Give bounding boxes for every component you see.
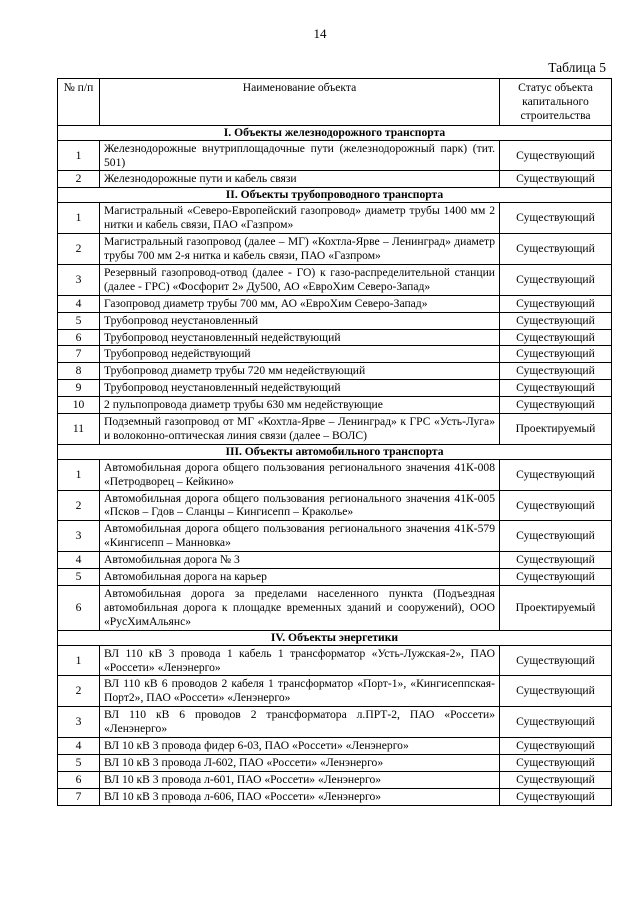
table-row: [58, 264, 612, 295]
table-row: [58, 788, 612, 805]
page-number: 14: [313, 26, 327, 41]
table-row: [58, 203, 612, 234]
row-number: 6: [58, 586, 100, 631]
row-number: 7: [58, 788, 100, 805]
table-row: [58, 771, 612, 788]
row-object-name: Железнодорожные пути и кабель связи: [100, 171, 500, 188]
row-status: Существующий: [500, 264, 612, 295]
row-number: 7: [58, 346, 100, 363]
row-status: Существующий: [500, 397, 612, 414]
table-row: [58, 397, 612, 414]
section-row: [58, 630, 612, 645]
row-status: Существующий: [500, 312, 612, 329]
table-row: [58, 295, 612, 312]
row-status: Существующий: [500, 203, 612, 234]
section-row: [58, 444, 612, 459]
row-number: 1: [58, 203, 100, 234]
row-object-name: Подземный газопровод от МГ «Кохтла-Ярве – Ленинград» к ГРС «Усть-Луга» и волоконно-оптическая линия связи (далее – ВОЛС): [100, 414, 500, 445]
row-number: 1: [58, 645, 100, 676]
row-number: 4: [58, 295, 100, 312]
table-row: [58, 171, 612, 188]
section-title: IV. Объекты энергетики: [58, 630, 612, 645]
section-row: [58, 125, 612, 140]
row-status: Существующий: [500, 459, 612, 490]
row-status: Существующий: [500, 771, 612, 788]
row-object-name: ВЛ 10 кВ 3 провода л-606, ПАО «Россети» «Ленэнерго»: [100, 788, 500, 805]
table-row: [58, 490, 612, 521]
row-object-name: Автомобильная дорога на карьер: [100, 569, 500, 586]
table-row: [58, 234, 612, 265]
table-caption: Таблица 5: [548, 60, 606, 75]
table-row: [58, 414, 612, 445]
row-number: 2: [58, 490, 100, 521]
table-row: [58, 312, 612, 329]
row-object-name: Магистральный газопровод (далее – МГ) «Кохтла-Ярве – Ленинград» диаметр трубы 700 мм 2-я нитка и кабель связи, ПАО «Газпром»: [100, 234, 500, 265]
row-number: 2: [58, 234, 100, 265]
row-number: 6: [58, 771, 100, 788]
row-object-name: Автомобильная дорога № 3: [100, 552, 500, 569]
row-status: Проектируемый: [500, 414, 612, 445]
row-object-name: ВЛ 10 кВ 3 провода л-601, ПАО «Россети» «Ленэнерго»: [100, 771, 500, 788]
row-status: Существующий: [500, 569, 612, 586]
row-number: 3: [58, 521, 100, 552]
section-title: III. Объекты автомобильного транспорта: [58, 444, 612, 459]
row-object-name: Резервный газопровод-отвод (далее - ГО) к газо-распределительной станции (далее - ГРС) «Фосфорит 2» Ду500, АО «ЕвроХим Северо-Запад»: [100, 264, 500, 295]
row-object-name: Автомобильная дорога общего пользования регионального значения 41К-005 «Псков – Гдов – Сланцы – Кингисепп – Краколье»: [100, 490, 500, 521]
table-row: [58, 569, 612, 586]
row-number: 10: [58, 397, 100, 414]
row-status: Существующий: [500, 521, 612, 552]
row-status: Существующий: [500, 295, 612, 312]
row-object-name: Трубопровод неустановленный: [100, 312, 500, 329]
table-row: [58, 346, 612, 363]
row-object-name: Автомобильная дорога общего пользования регионального значения 41К-008 «Петродворец – Кейкино»: [100, 459, 500, 490]
table-row: [58, 645, 612, 676]
table-row: [58, 140, 612, 171]
row-status: Существующий: [500, 738, 612, 755]
section-row: [58, 188, 612, 203]
section-title: I. Объекты железнодорожного транспорта: [58, 125, 612, 140]
row-object-name: ВЛ 110 кВ 3 провода 1 кабель 1 трансформатор «Усть-Лужская-2», ПАО «Россети» «Ленэнерго»: [100, 645, 500, 676]
row-status: Существующий: [500, 171, 612, 188]
row-number: 5: [58, 754, 100, 771]
row-status: Существующий: [500, 676, 612, 707]
section-title: II. Объекты трубопроводного транспорта: [58, 188, 612, 203]
row-object-name: Трубопровод неустановленный недействующий: [100, 329, 500, 346]
row-status: Существующий: [500, 346, 612, 363]
row-number: 4: [58, 552, 100, 569]
row-status: Существующий: [500, 645, 612, 676]
row-object-name: Железнодорожные внутриплощадочные пути (железнодорожный парк) (тит. 501): [100, 140, 500, 171]
row-status: Существующий: [500, 380, 612, 397]
row-number: 5: [58, 569, 100, 586]
row-status: Существующий: [500, 490, 612, 521]
row-status: Существующий: [500, 329, 612, 346]
row-status: Существующий: [500, 552, 612, 569]
row-object-name: Трубопровод недействующий: [100, 346, 500, 363]
header-status: Статус объекта капитального строительства: [500, 79, 612, 126]
row-object-name: ВЛ 10 кВ 3 провода Л-602, ПАО «Россети» «Ленэнерго»: [100, 754, 500, 771]
row-number: 3: [58, 707, 100, 738]
row-object-name: ВЛ 110 кВ 6 проводов 2 трансформатора л.ПРТ-2, ПАО «Россети» «Ленэнерго»: [100, 707, 500, 738]
row-status: Существующий: [500, 234, 612, 265]
row-object-name: Трубопровод диаметр трубы 720 мм недействующий: [100, 363, 500, 380]
row-number: 1: [58, 140, 100, 171]
table-row: [58, 459, 612, 490]
header-name: Наименование объекта: [100, 79, 500, 126]
row-number: 1: [58, 459, 100, 490]
row-number: 8: [58, 363, 100, 380]
row-status: Существующий: [500, 140, 612, 171]
table-row: [58, 363, 612, 380]
table-header-row: [58, 79, 612, 126]
table-row: [58, 552, 612, 569]
row-number: 6: [58, 329, 100, 346]
table-body: [58, 125, 612, 805]
row-number: 9: [58, 380, 100, 397]
row-number: 2: [58, 676, 100, 707]
header-num: № п/п: [58, 79, 100, 126]
row-object-name: ВЛ 110 кВ 6 проводов 2 кабеля 1 трансформатор «Порт-1», «Кингисеппская-Порт2», ПАО «Россети» «Ленэнерго»: [100, 676, 500, 707]
row-number: 3: [58, 264, 100, 295]
table-row: [58, 754, 612, 771]
row-object-name: Трубопровод неустановленный недействующий: [100, 380, 500, 397]
row-object-name: Автомобильная дорога за пределами населенного пункта (Подъездная автомобильная дорога к площадке временных зданий и сооружений), ООО «РусХимАльянс»: [100, 586, 500, 631]
table-row: [58, 676, 612, 707]
row-status: Проектируемый: [500, 586, 612, 631]
row-status: Существующий: [500, 788, 612, 805]
table-row: [58, 738, 612, 755]
row-status: Существующий: [500, 363, 612, 380]
row-status: Существующий: [500, 754, 612, 771]
row-number: 2: [58, 171, 100, 188]
row-object-name: Магистральный «Северо-Европейский газопровод» диаметр трубы 1400 мм 2 нитки и кабель связи, ПАО «Газпром»: [100, 203, 500, 234]
row-object-name: 2 пульпопровода диаметр трубы 630 мм недействующие: [100, 397, 500, 414]
objects-table: [57, 78, 612, 806]
row-object-name: Автомобильная дорога общего пользования регионального значения 41К-579 «Кингисепп – Манновка»: [100, 521, 500, 552]
table-row: [58, 380, 612, 397]
row-number: 4: [58, 738, 100, 755]
table-row: [58, 707, 612, 738]
row-object-name: Газопровод диаметр трубы 700 мм, АО «ЕвроХим Северо-Запад»: [100, 295, 500, 312]
table-row: [58, 521, 612, 552]
row-object-name: ВЛ 10 кВ 3 провода фидер 6-03, ПАО «Россети» «Ленэнерго»: [100, 738, 500, 755]
table-row: [58, 329, 612, 346]
row-status: Существующий: [500, 707, 612, 738]
row-number: 11: [58, 414, 100, 445]
row-number: 5: [58, 312, 100, 329]
table-row: [58, 586, 612, 631]
